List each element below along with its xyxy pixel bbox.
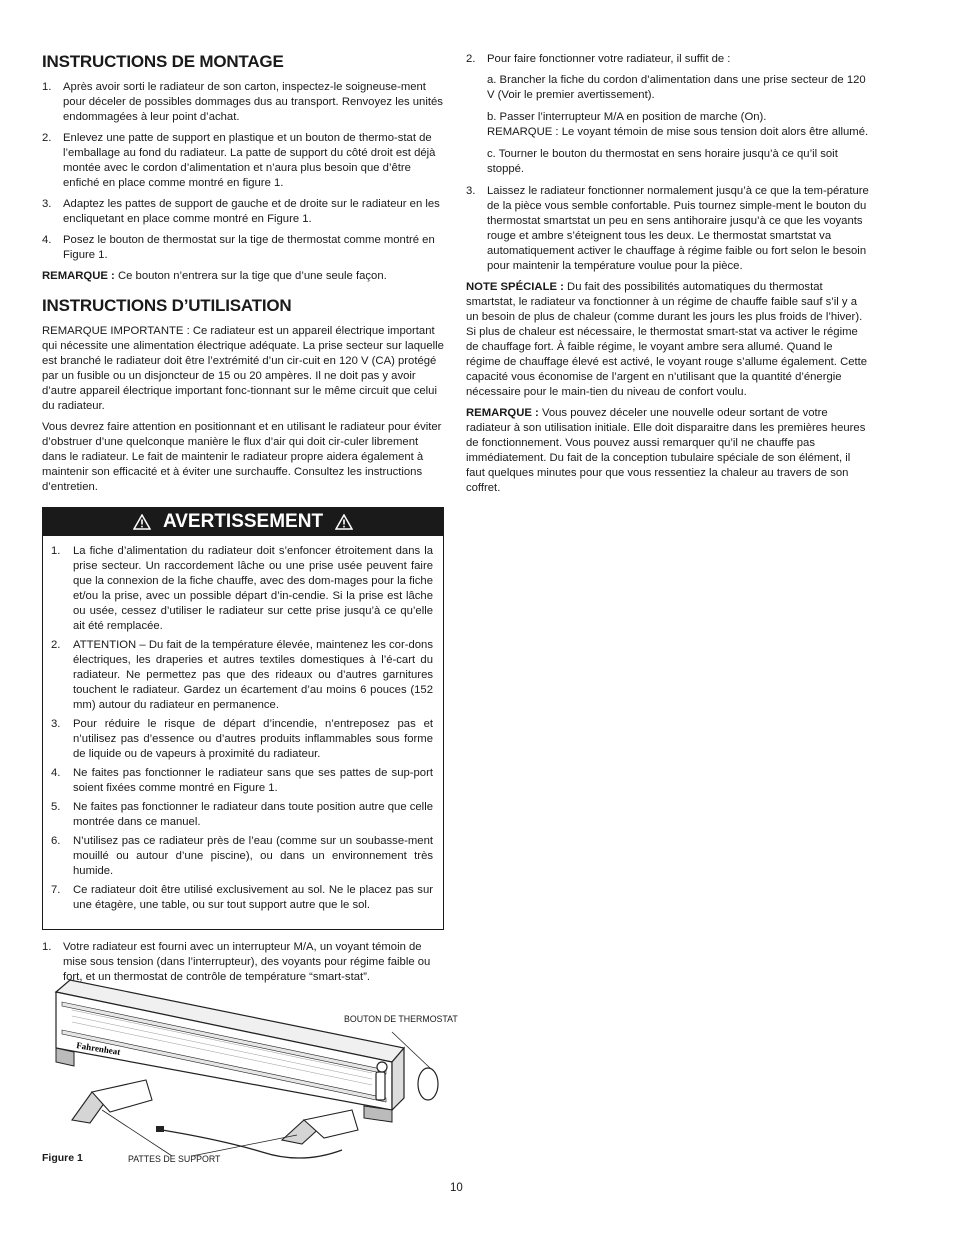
operation-list-cont [466, 52, 870, 67]
montage-list [42, 80, 444, 263]
remark-label: REMARQUE : [42, 270, 115, 282]
heater-illustration [42, 970, 482, 1175]
warning-header [43, 508, 443, 536]
step-a: a. Brancher la fiche du cordon d’alimentation dans une prise secteur de 120 V (Voir le premier avertissement). [487, 74, 866, 101]
thermostat-knob [418, 1068, 438, 1100]
list-item: 2. ATTENTION – Du fait de la température élevée, maintenez les cor-dons électriques, les draperies et autres textiles domestiques à l’é-cart du radiateur. Ne permettez pas que des rideaux ou d’autres garnitures touchent le radiateur. Gardez un écartement d’au moins 6 pouces (152 mm) autour du radiateur en permanence. [51, 639, 433, 711]
warning-title: AVERTISSEMENT [162, 511, 324, 532]
special-note-label: NOTE SPÉCIALE : [466, 281, 564, 293]
brand-logo: Fahrenheat [75, 1040, 122, 1057]
utilisation-para-2: Vous devrez faire attention en positionnant et en utilisant le radiateur pour éviter d’obstruer d’une quelconque manière le flux d’air qui doit cir-culer librement dans le radiateur. Le fait de maintenir le radiateur propre aidera également à maintenir son efficacité et à éviter une surchauffe. Consultez les instructions d’entretien. [42, 421, 442, 493]
warning-triangle-icon [133, 514, 151, 530]
special-note: NOTE SPÉCIALE : Du fait des possibilités automatiques du thermostat smartstat, le radiateur va fonctionner à un régime de chauffe faible sauf s’il y a un besoin de plus de chaleur (comme durant les jours les plus froids de l’hiver). Si plus de chaleur est nécessaire, le thermostat smart-stat va activer le régime de chauffage fort. À faible régime, le voyant ambre sera allumé. Quand le régime de chauffage élevé est activé, le voyant rouge s’allume également. Cette capacité vous économise de l’argent en n’utilisant que la quantité d’énergie nécessaire pour le main-tien du niveau de confort voulu. [466, 281, 868, 398]
list-item: 1. La fiche d’alimentation du radiateur doit s’enfoncer étroitement dans la prise secteur. Un raccordement lâche ou une prise usée peuvent faire que la connexion de la fiche chauffe, avec des dom-mages pour la fiche et/ou la prise, avec un possible départ d’in-cendie. Si la prise est lâche ou usée, cessez d’utiliser le radiateur sur cette prise jusqu’à ce qu’elle ait été remplacée. [51, 545, 433, 632]
list-item: 2. Pour faire fonctionner votre radiateur, il suffit de : [466, 53, 731, 65]
list-item: 2. Enlevez une patte de support en plastique et un bouton de thermo-stat de l’emballage au fond du radiateur. La patte de support du côté droit est déjà montée avec le cordon d’alimentation et n’aura plus besoin que d’être enfiché en place comme montré en figure 1. [42, 132, 436, 189]
list-item: 3. Laissez le radiateur fonctionner normalement jusqu’à ce que la tem-pérature de la pièce vous semble confortable. Puis tournez simple-ment le bouton du thermostat smartstat un peu en sens antihoraire jusqu’à ce que les voyants rouge et ambre s’éteignent tous les deux. Le thermostat smartstat va automatiquement activer le chauffage à régime faible ou fort selon le besoin pour maintenir la température voulue pour la pièce. [466, 185, 869, 272]
warning-box [42, 507, 444, 930]
step-b: b. Passer l’interrupteur M/A en position de marche (On). REMARQUE : Le voyant témoin de mise sous tension doit alors être allumé. [487, 111, 869, 138]
callout-feet: PATTES DE SUPPORT [128, 1154, 221, 1164]
callout-knob: BOUTON DE THERMOSTAT [344, 1014, 458, 1024]
warning-triangle-icon [335, 514, 353, 530]
list-item: 1. Après avoir sorti le radiateur de son carton, inspectez-le soigneuse-ment pour déceler de possibles dommages dus au transport. Renvoyez les unités endommagées à leur point d’achat. [42, 81, 443, 123]
utilisation-para-1: REMARQUE IMPORTANTE : Ce radiateur est un appareil électrique important qui nécessite une alimentation électrique adéquate. La prise secteur sur laquelle est branché le radiateur doit être l’extrémité d’un cir-cuit en 120 V (CA) protégé par un fusible ou un disjoncteur de 15 ou 20 ampères. Il ne doit pas y avoir d’autre appareil électrique important fonc-tionnant sur le même circuit que celui du radiateur. [42, 325, 444, 412]
operation-list-3 [466, 184, 870, 274]
warning-list [43, 536, 443, 923]
list-item: 4. Ne faites pas fonctionner le radiateur sans que ses pattes de sup-port soient fixées comme montré en Figure 1. [51, 767, 433, 794]
list-item: 6. N’utilisez pas ce radiateur près de l’eau (comme sur un soubasse-ment mouillé ou autour d’une piscine), ou dans un environnement très humide. [51, 835, 433, 877]
montage-remark: REMARQUE : Ce bouton n’entrera sur la tige que d’une seule façon. [42, 270, 387, 282]
utilisation-heading: INSTRUCTIONS D’UTILISATION [42, 296, 292, 315]
list-item: 5. Ne faites pas fonctionner le radiateur dans toute position autre que celle montrée dans ce manuel. [51, 801, 433, 828]
step-c: c. Tourner le bouton du thermostat en sens horaire jusqu’à ce qu’il soit stoppé. [487, 148, 838, 175]
page-number: 10 [450, 1182, 463, 1194]
list-item: 1. Votre radiateur est fourni avec un interrupteur M/A, un voyant témoin de mise sous tension (dans l’interrupteur), des voyants pour régime faible ou fort, et un thermostat de contrôle de température “smart-stat”. [42, 941, 431, 983]
montage-heading: INSTRUCTIONS DE MONTAGE [42, 52, 284, 71]
list-item: 7. Ce radiateur doit être utilisé exclusivement au sol. Ne le placez pas sur une étagère, une table, ou sur tout support autre que le sol. [51, 884, 433, 911]
list-item: 3. Pour réduire le risque de départ d’incendie, n’entreposez pas et n’utilisez pas d’essence ou d’autres produits inflammables sous forme de liquide ou de vapeurs à proximité du radiateur. [51, 718, 433, 760]
figure-1 [42, 970, 482, 1175]
list-item: 4. Posez le bouton de thermostat sur la tige de thermostat comme montré en Figure 1. [42, 234, 435, 261]
figure-label: Figure 1 [42, 1152, 83, 1164]
list-item: 3. Adaptez les pattes de support de gauche et de droite sur le radiateur en les encliquetant en place comme montré en Figure 1. [42, 198, 440, 225]
odor-remark: REMARQUE : Vous pouvez déceler une nouvelle odeur sortant de votre radiateur à son utilisation initiale. Elle doit disparaitre dans les premières heures de fonctionnement. Vous pouvez aussi remarquer qu’il ne chauffe pas immédiatement. Du fait de la conception tubulaire spéciale de son élément, il faut quelques minutes pour que vous ressentiez la chaleur au travers de son coffret. [466, 407, 866, 494]
right-column [466, 52, 870, 502]
remark-label: REMARQUE : [466, 407, 539, 419]
left-column [42, 52, 444, 991]
